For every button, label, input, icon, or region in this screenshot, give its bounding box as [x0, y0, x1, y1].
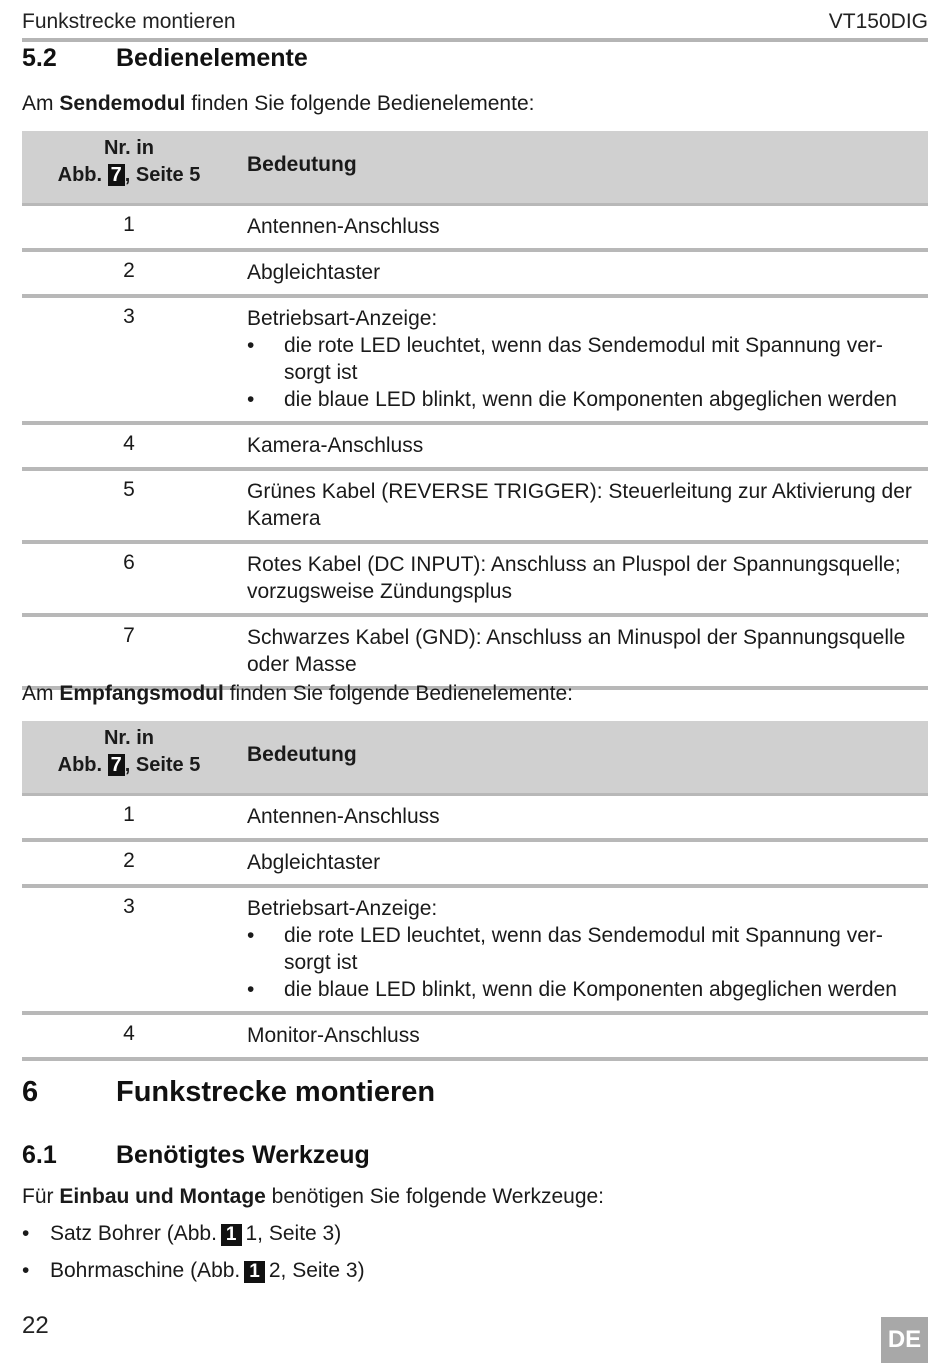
tool-text: Satz Bohrer (Abb.	[50, 1222, 217, 1245]
row-text: Abgleichtaster	[247, 851, 381, 874]
intro-sendemodul	[22, 92, 534, 116]
row-text: Grünes Kabel (REVERSE TRIGGER): Steuerleitung zur Aktivierung der Kamera	[247, 480, 912, 530]
row-number: 1	[123, 803, 135, 826]
row-meaning	[247, 206, 928, 248]
bullet-text: die rote LED leuchtet, wenn das Sendemodul mit Spannung ver-sorgt ist	[284, 924, 883, 974]
row-meaning	[247, 471, 928, 540]
row-number: 2	[123, 259, 135, 282]
table-row	[22, 842, 928, 888]
row-number: 3	[123, 305, 135, 328]
intro-text: finden Sie folgende Bedienelemente:	[185, 92, 535, 115]
bullet-dot: •	[22, 1259, 30, 1282]
header-nr	[22, 725, 236, 779]
row-text: Betriebsart-Anzeige:	[247, 897, 438, 920]
table-row	[22, 617, 928, 690]
header-nr	[22, 135, 236, 189]
header-chapter: Funkstrecke montieren	[22, 10, 236, 33]
row-meaning	[247, 425, 928, 467]
row-bullet	[247, 976, 918, 1003]
row-text: Betriebsart-Anzeige:	[247, 307, 438, 330]
heading-title: Funkstrecke montieren	[116, 1076, 436, 1108]
row-meaning	[247, 796, 928, 838]
bullet-dot: •	[22, 1222, 30, 1245]
row-number: 1	[123, 213, 135, 236]
row-meaning	[247, 252, 928, 294]
row-text: Antennen-Anschluss	[247, 215, 440, 238]
table-row	[22, 796, 928, 842]
row-bullet	[247, 386, 918, 413]
figure-ref-badge: 7	[108, 754, 125, 776]
tool-text: Bohrmaschine (Abb.	[50, 1259, 241, 1282]
bullet-text: die rote LED leuchtet, wenn das Sendemodul mit Spannung ver-sorgt ist	[284, 334, 883, 384]
empfangsmodul-table	[22, 721, 928, 1061]
row-text: Monitor-Anschluss	[247, 1024, 420, 1047]
row-number: 7	[123, 624, 135, 647]
row-number: 6	[123, 551, 135, 574]
intro-text: Für	[22, 1185, 60, 1208]
row-number: 2	[123, 849, 135, 872]
intro-text: Am	[22, 92, 60, 115]
intro-text: benötigen Sie folgende Werkzeuge:	[265, 1185, 605, 1208]
intro-tools	[22, 1185, 604, 1209]
row-meaning	[247, 298, 928, 421]
table-row	[22, 206, 928, 252]
figure-ref-badge: 1	[244, 1261, 265, 1283]
row-text: Antennen-Anschluss	[247, 805, 440, 828]
table-row	[22, 471, 928, 544]
row-text: Rotes Kabel (DC INPUT): Anschluss an Pluspol der Spannungsquelle; vorzugsweise Zündungsplus	[247, 553, 901, 603]
header-abb: Abb.	[57, 164, 103, 186]
header-page-ref: , Seite 5	[124, 754, 201, 776]
row-text: Schwarzes Kabel (GND): Anschluss an Minuspol der Spannungsquelle oder Masse	[247, 626, 906, 676]
row-meaning	[247, 888, 928, 1011]
running-header	[22, 8, 928, 42]
language-tab: DE	[881, 1317, 928, 1363]
table-row	[22, 252, 928, 298]
heading-number: 6	[22, 1076, 39, 1108]
tool-ref: 2, Seite 3)	[268, 1259, 365, 1282]
row-number: 5	[123, 478, 135, 501]
header-meaning: Bedeutung	[247, 153, 357, 176]
bullet-dot: •	[247, 924, 255, 947]
intro-text: Am	[22, 682, 60, 705]
row-number: 4	[123, 432, 135, 455]
row-text: Kamera-Anschluss	[247, 434, 424, 457]
heading-title: Benötigtes Werkzeug	[116, 1141, 370, 1169]
bullet-dot: •	[247, 334, 255, 357]
heading-title: Bedienelemente	[116, 44, 308, 72]
bullet-dot: •	[247, 978, 255, 1001]
intro-empfangsmodul	[22, 682, 573, 706]
header-nr-label: Nr. in	[103, 137, 154, 159]
table-row	[22, 544, 928, 617]
bullet-dot: •	[247, 388, 255, 411]
intro-text: finden Sie folgende Bedienelemente:	[223, 682, 573, 705]
bullet-text: die blaue LED blinkt, wenn die Komponenten abgeglichen werden	[284, 388, 897, 411]
figure-ref-badge: 7	[108, 164, 125, 186]
page-number: 22	[22, 1312, 49, 1339]
heading-number: 5.2	[22, 44, 57, 72]
intro-bold: Sendemodul	[59, 92, 186, 115]
row-bullet	[247, 332, 918, 386]
header-abb: Abb.	[57, 754, 103, 776]
header-meaning: Bedeutung	[247, 743, 357, 766]
table-header	[22, 131, 928, 206]
row-meaning	[247, 544, 928, 613]
table-row	[22, 888, 928, 1015]
header-model: VT150DIG	[828, 10, 928, 33]
row-meaning	[247, 842, 928, 884]
row-bullet	[247, 922, 918, 976]
figure-ref-badge: 1	[221, 1224, 242, 1246]
row-meaning	[247, 617, 928, 686]
row-number: 3	[123, 895, 135, 918]
row-number: 4	[123, 1022, 135, 1045]
intro-bold: Einbau und Montage	[59, 1185, 266, 1208]
table-row	[22, 1015, 928, 1061]
heading-number: 6.1	[22, 1141, 57, 1169]
table-row	[22, 425, 928, 471]
tool-ref: 1, Seite 3)	[245, 1222, 342, 1245]
header-page-ref: , Seite 5	[124, 164, 201, 186]
sendemodul-table	[22, 131, 928, 690]
table-row	[22, 298, 928, 425]
intro-bold: Empfangsmodul	[59, 682, 224, 705]
row-text: Abgleichtaster	[247, 261, 381, 284]
table-header	[22, 721, 928, 796]
header-nr-label: Nr. in	[103, 727, 154, 749]
row-meaning	[247, 1015, 928, 1057]
bullet-text: die blaue LED blinkt, wenn die Komponenten abgeglichen werden	[284, 978, 897, 1001]
